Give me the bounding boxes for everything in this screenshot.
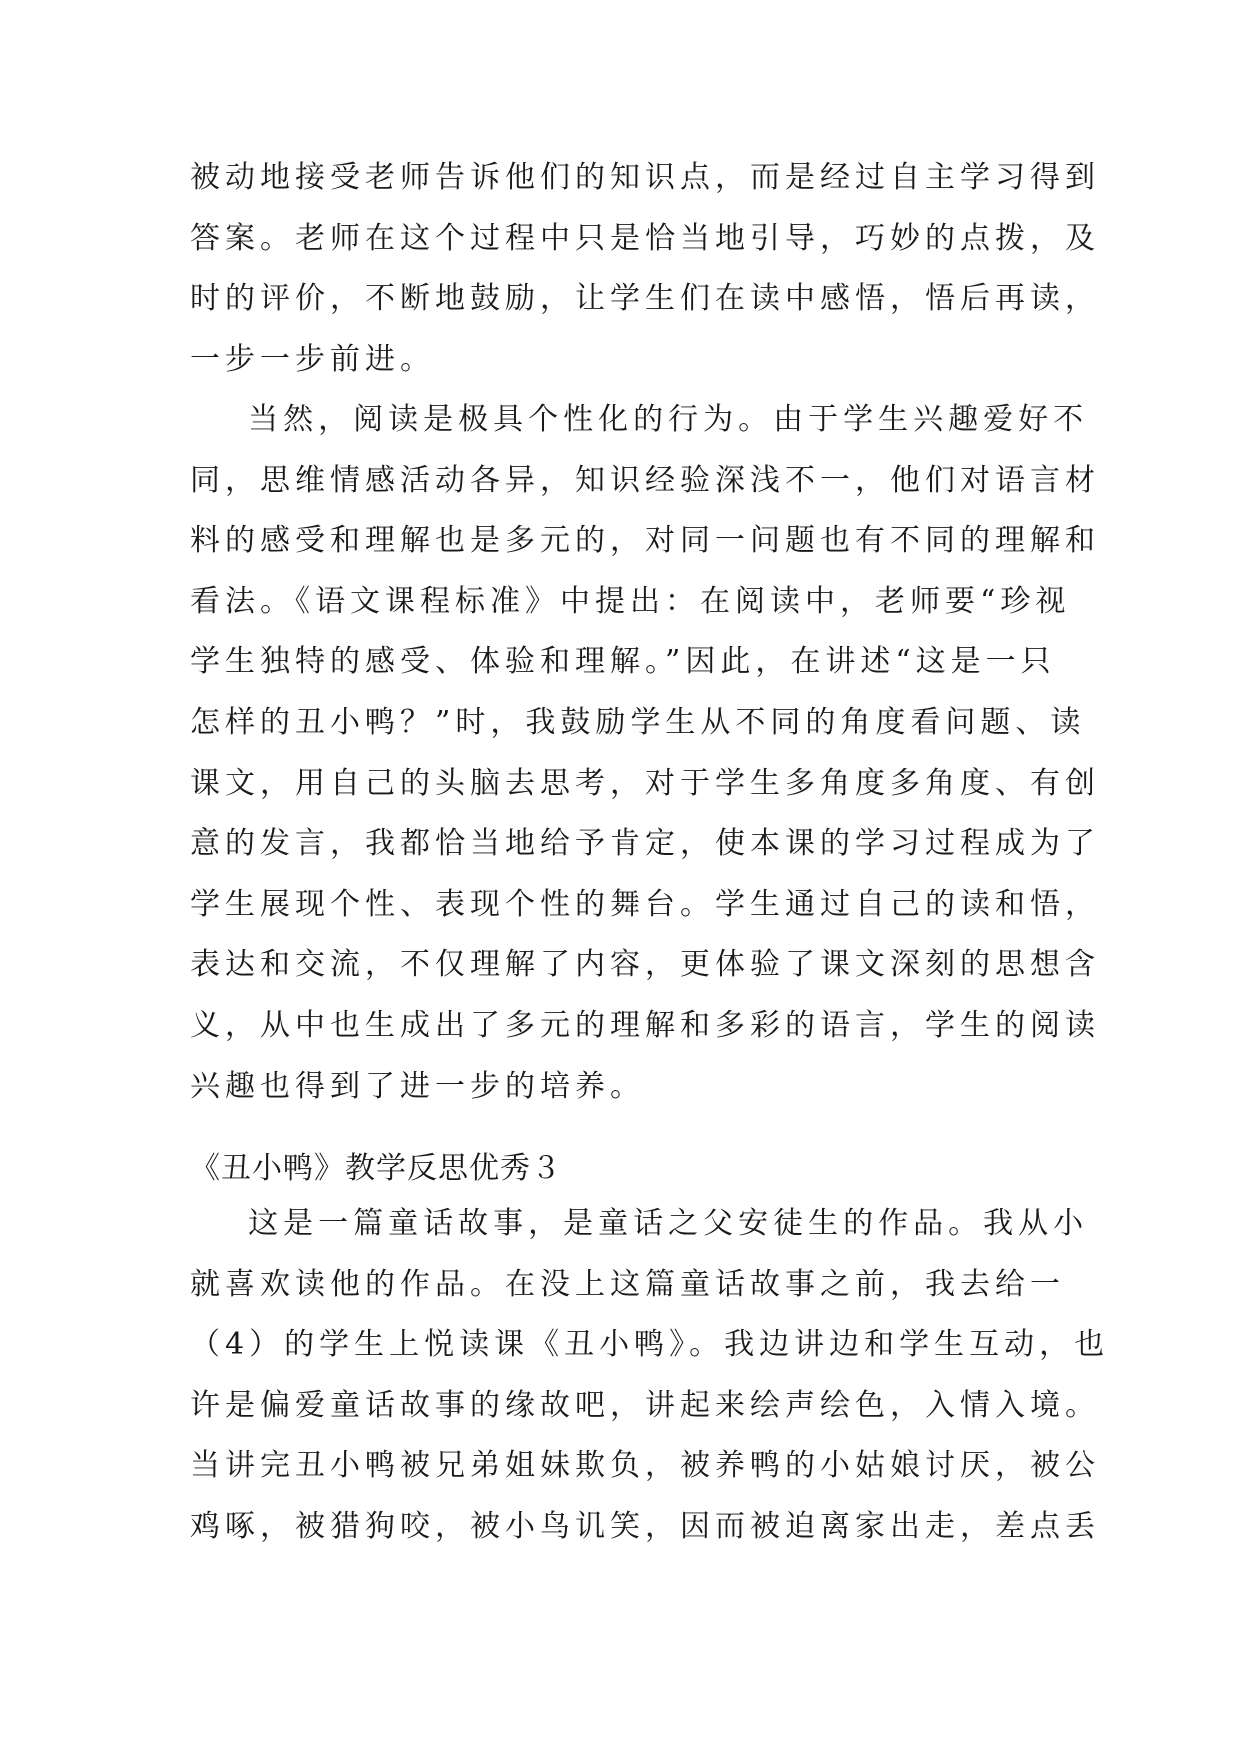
text-line: 就喜欢读他的作品。在没上这篇童话故事之前，我去给一 — [190, 1266, 1065, 1302]
text-line: 当讲完丑小鸭被兄弟姐妹欺负，被养鸭的小姑娘讨厌，被公 — [190, 1448, 1100, 1484]
text-line: 料的感受和理解也是多元的，对同一问题也有不同的理解和 — [190, 523, 1100, 559]
text-line: 被动地接受老师告诉他们的知识点，而是经过自主学习得到 — [190, 160, 1100, 195]
text-line: 答案。老师在这个过程中只是恰当地引导，巧妙的点拨，及 — [190, 220, 1100, 256]
text-line: 鸡啄，被猎狗咬，被小鸟讥笑，因而被迫离家出走，差点丢 — [190, 1508, 1100, 1544]
text-line: 意的发言，我都恰当地给予肯定，使本课的学习过程成为了 — [190, 826, 1100, 862]
text-line: 课文，用自己的头脑去思考，对于学生多角度多角度、有创 — [190, 765, 1100, 801]
text-line: 看法。《语文课程标准》中提出：在阅读中，老师要“珍视 — [190, 583, 1071, 619]
section-heading — [190, 1144, 562, 1194]
text-line: 义，从中也生成出了多元的理解和多彩的语言，学生的阅读 — [190, 1007, 1100, 1043]
text-line: 学生独特的感受、体验和理解。”因此，在讲述“这是一只 — [190, 644, 1056, 680]
text-line: 一步一步前进。 — [190, 341, 435, 377]
text-line: 兴趣也得到了进一步的培养。 — [190, 1068, 645, 1104]
text-line: 时的评价，不断地鼓励，让学生们在读中感悟，悟后再读， — [190, 281, 1100, 317]
paragraph-ugly-duckling-story — [190, 1194, 1109, 1558]
paragraph-reading-individuality — [190, 390, 1100, 1117]
text-line: 学生展现个性、表现个性的舞台。学生通过自己的读和悟， — [190, 886, 1100, 922]
text-line: 表达和交流，不仅理解了内容，更体验了课文深刻的思想含 — [190, 947, 1100, 983]
text-line: 同，思维情感活动各异，知识经验深浅不一，他们对语言材 — [190, 462, 1100, 498]
heading-text: 《丑小鸭》教学反思优秀３ — [190, 1151, 562, 1186]
text-line: 当然，阅读是极具个性化的行为。由于学生兴趣爱好不 — [190, 402, 1089, 437]
text-line: 怎样的丑小鸭？”时，我鼓励学生从不同的角度看问题、读 — [190, 704, 1086, 740]
paragraph-continued — [190, 148, 1100, 390]
text-line: 许是偏爱童话故事的缘故吧，讲起来绘声绘色，入情入境。 — [190, 1387, 1100, 1423]
text-line: 这是一篇童话故事，是童话之父安徒生的作品。我从小 — [190, 1206, 1089, 1241]
text-line: （4）的学生上悦读课《丑小鸭》。我边讲边和学生互动，也 — [190, 1327, 1110, 1363]
